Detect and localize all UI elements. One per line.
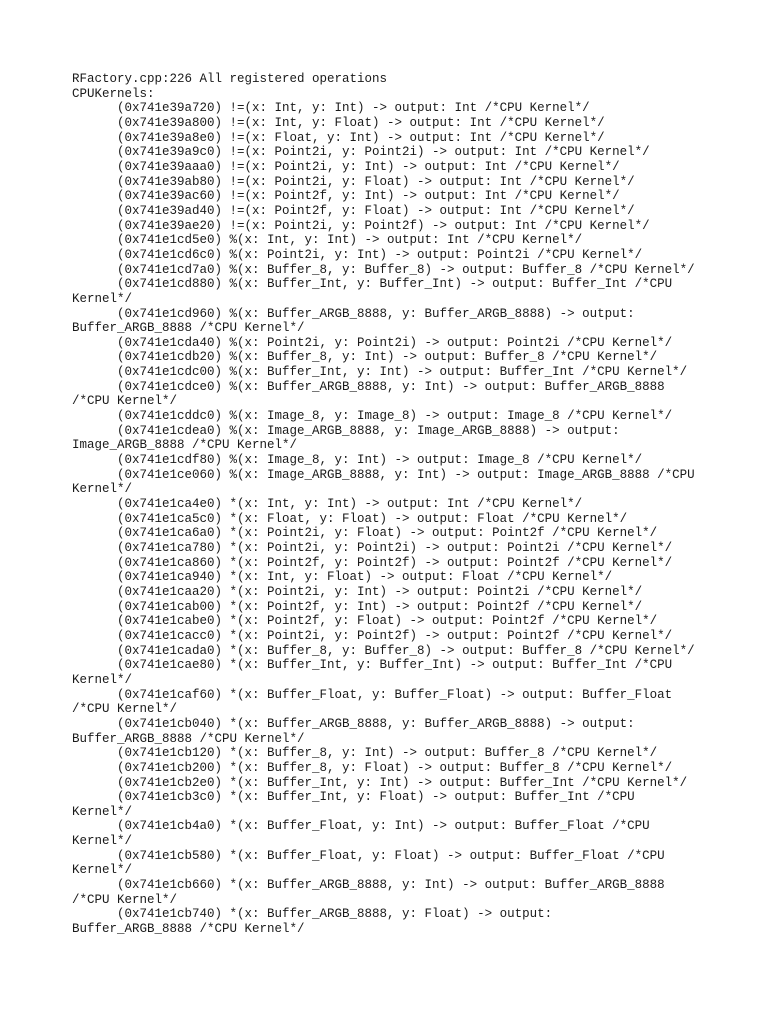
operation-line: (0x741e1cd7a0) %(x: Buffer_8, y: Buffer_8) -> output: Buffer_8 /*CPU Kernel*/ — [72, 262, 695, 277]
operation-entry — [72, 336, 696, 351]
operation-line: (0x741e1cdc00) %(x: Buffer_Int, y: Int) -> output: Buffer_Int /*CPU Kernel*/ — [72, 365, 688, 380]
operation-entry — [72, 556, 696, 571]
operation-entry — [72, 189, 696, 204]
operation-line: (0x741e1ca860) *(x: Point2f, y: Point2f) -> output: Point2f /*CPU Kernel*/ — [72, 555, 673, 570]
operation-entry — [72, 116, 696, 131]
operation-line-continuation: Kernel*/ — [72, 863, 133, 878]
operation-entry — [72, 629, 696, 644]
operation-entry — [72, 233, 696, 248]
operation-entry — [72, 570, 696, 585]
operation-entry — [72, 204, 696, 219]
operation-entry — [72, 468, 696, 497]
operation-list — [72, 101, 696, 936]
operation-entry — [72, 497, 696, 512]
operation-line: (0x741e1cd6c0) %(x: Point2i, y: Int) -> output: Point2i /*CPU Kernel*/ — [72, 247, 643, 262]
operation-entry — [72, 263, 696, 278]
operation-entry — [72, 849, 696, 878]
operation-line: (0x741e1cdf80) %(x: Image_8, y: Int) -> output: Image_8 /*CPU Kernel*/ — [72, 453, 643, 468]
operation-line: (0x741e1caf60) *(x: Buffer_Float, y: Buffer_Float) -> output: Buffer_Float — [72, 687, 673, 702]
operation-line-continuation: Buffer_ARGB_8888 /*CPU Kernel*/ — [72, 731, 305, 746]
operation-entry — [72, 131, 696, 146]
operation-line: (0x741e1cab00) *(x: Point2f, y: Int) -> output: Point2f /*CPU Kernel*/ — [72, 599, 643, 614]
operation-entry — [72, 541, 696, 556]
operation-line-continuation: Kernel*/ — [72, 834, 133, 849]
operation-line: (0x741e39ad40) !=(x: Point2f, y: Float) -> output: Int /*CPU Kernel*/ — [72, 203, 635, 218]
operation-line: (0x741e1cae80) *(x: Buffer_Int, y: Buffer_Int) -> output: Buffer_Int /*CPU — [72, 658, 673, 673]
operation-entry — [72, 776, 696, 791]
operation-line-continuation: /*CPU Kernel*/ — [72, 892, 178, 907]
operation-line: (0x741e1ca780) *(x: Point2i, y: Point2i) -> output: Point2i /*CPU Kernel*/ — [72, 541, 673, 555]
operation-line-continuation: /*CPU Kernel*/ — [72, 394, 178, 409]
operation-entry — [72, 907, 696, 936]
operation-entry — [72, 350, 696, 365]
operation-line-continuation: Kernel*/ — [72, 291, 133, 306]
operation-entry — [72, 160, 696, 175]
operation-entry — [72, 512, 696, 527]
section-title: CPUKernels: — [72, 86, 155, 101]
operation-line: (0x741e1cb660) *(x: Buffer_ARGB_8888, y: Int) -> output: Buffer_ARGB_8888 — [72, 878, 665, 893]
operation-line: (0x741e1ca4e0) *(x: Int, y: Int) -> output: Int /*CPU Kernel*/ — [72, 497, 583, 512]
operation-line: (0x741e1cb3c0) *(x: Buffer_Int, y: Float) -> output: Buffer_Int /*CPU — [72, 790, 635, 805]
operation-entry — [72, 175, 696, 190]
operation-line: (0x741e1cb580) *(x: Buffer_Float, y: Float) -> output: Buffer_Float /*CPU — [72, 848, 665, 863]
operation-line: (0x741e1cdea0) %(x: Image_ARGB_8888, y: Image_ARGB_8888) -> output: — [72, 423, 620, 438]
operation-line-continuation: Kernel*/ — [72, 672, 133, 687]
operation-entry — [72, 380, 696, 409]
operation-entry — [72, 614, 696, 629]
operation-entry — [72, 600, 696, 615]
operation-entry — [72, 277, 696, 306]
operation-line-continuation: Buffer_ARGB_8888 /*CPU Kernel*/ — [72, 321, 305, 336]
operation-line: (0x741e1ca940) *(x: Int, y: Float) -> output: Float /*CPU Kernel*/ — [72, 570, 613, 585]
operation-entry — [72, 746, 696, 761]
operation-entry — [72, 761, 696, 776]
operation-line: (0x741e39a800) !=(x: Int, y: Float) -> output: Int /*CPU Kernel*/ — [72, 115, 605, 130]
operation-line: (0x741e1cabe0) *(x: Point2f, y: Float) -> output: Point2f /*CPU Kernel*/ — [72, 614, 658, 629]
operation-line: (0x741e1cd5e0) %(x: Int, y: Int) -> output: Int /*CPU Kernel*/ — [72, 233, 583, 248]
operation-entry — [72, 365, 696, 380]
operation-line: (0x741e1cb2e0) *(x: Buffer_Int, y: Int) -> output: Buffer_Int /*CPU Kernel*/ — [72, 775, 688, 790]
operation-entry — [72, 307, 696, 336]
operation-entry — [72, 219, 696, 234]
operation-line: (0x741e39a8e0) !=(x: Float, y: Int) -> output: Int /*CPU Kernel*/ — [72, 130, 605, 145]
operation-line: (0x741e39ab80) !=(x: Point2i, y: Float) -> output: Int /*CPU Kernel*/ — [72, 174, 635, 189]
log-header: RFactory.cpp:226 All registered operations — [72, 72, 388, 86]
operation-line: (0x741e1cd960) %(x: Buffer_ARGB_8888, y: Buffer_ARGB_8888) -> output: — [72, 306, 635, 321]
operation-line-continuation: Buffer_ARGB_8888 /*CPU Kernel*/ — [72, 922, 305, 937]
operation-line: (0x741e1ca6a0) *(x: Point2i, y: Float) -> output: Point2f /*CPU Kernel*/ — [72, 526, 658, 541]
operation-entry — [72, 453, 696, 468]
operation-line: (0x741e1cada0) *(x: Buffer_8, y: Buffer_8) -> output: Buffer_8 /*CPU Kernel*/ — [72, 643, 695, 658]
operation-line: (0x741e1cb040) *(x: Buffer_ARGB_8888, y: Buffer_ARGB_8888) -> output: — [72, 716, 635, 731]
operation-entry — [72, 878, 696, 907]
operation-line-continuation: Image_ARGB_8888 /*CPU Kernel*/ — [72, 438, 298, 453]
operation-line: (0x741e1cdb20) %(x: Buffer_8, y: Int) -> output: Buffer_8 /*CPU Kernel*/ — [72, 350, 658, 365]
operation-line-continuation: /*CPU Kernel*/ — [72, 702, 178, 717]
operation-line: (0x741e1cddc0) %(x: Image_8, y: Image_8) -> output: Image_8 /*CPU Kernel*/ — [72, 409, 673, 424]
operation-line: (0x741e39ac60) !=(x: Point2f, y: Int) -> output: Int /*CPU Kernel*/ — [72, 189, 620, 204]
operation-entry — [72, 585, 696, 600]
operation-line: (0x741e1cb120) *(x: Buffer_8, y: Int) -> output: Buffer_8 /*CPU Kernel*/ — [72, 746, 658, 761]
operation-entry — [72, 644, 696, 659]
operation-line-continuation: Kernel*/ — [72, 482, 133, 497]
operation-line: (0x741e39a9c0) !=(x: Point2i, y: Point2i) -> output: Int /*CPU Kernel*/ — [72, 145, 650, 160]
operation-entry — [72, 658, 696, 687]
operation-line: (0x741e1cb4a0) *(x: Buffer_Float, y: Int) -> output: Buffer_Float /*CPU — [72, 819, 650, 834]
operation-line: (0x741e1ce060) %(x: Image_ARGB_8888, y: Int) -> output: Image_ARGB_8888 /*CPU — [72, 467, 695, 482]
operation-line: (0x741e1cb200) *(x: Buffer_8, y: Float) -> output: Buffer_8 /*CPU Kernel*/ — [72, 760, 673, 775]
operation-line: (0x741e1cb740) *(x: Buffer_ARGB_8888, y: Float) -> output: — [72, 907, 553, 922]
operation-entry — [72, 248, 696, 263]
operation-line: (0x741e1ca5c0) *(x: Float, y: Float) -> output: Float /*CPU Kernel*/ — [72, 511, 628, 526]
operation-entry — [72, 717, 696, 746]
operation-entry — [72, 101, 696, 116]
operation-entry — [72, 688, 696, 717]
operation-line: (0x741e39ae20) !=(x: Point2i, y: Point2f) -> output: Int /*CPU Kernel*/ — [72, 218, 650, 233]
operation-line: (0x741e1cd880) %(x: Buffer_Int, y: Buffer_Int) -> output: Buffer_Int /*CPU — [72, 277, 673, 292]
operation-entry — [72, 526, 696, 541]
operation-entry — [72, 819, 696, 848]
operation-entry — [72, 424, 696, 453]
operation-entry — [72, 790, 696, 819]
operation-entry — [72, 409, 696, 424]
operation-line: (0x741e1cda40) %(x: Point2i, y: Point2i) -> output: Point2i /*CPU Kernel*/ — [72, 335, 673, 350]
operation-entry — [72, 145, 696, 160]
operation-line: (0x741e1cacc0) *(x: Point2i, y: Point2f) -> output: Point2f /*CPU Kernel*/ — [72, 628, 673, 643]
operation-line: (0x741e1cdce0) %(x: Buffer_ARGB_8888, y: Int) -> output: Buffer_ARGB_8888 — [72, 379, 665, 394]
operation-line: (0x741e1caa20) *(x: Point2i, y: Int) -> output: Point2i /*CPU Kernel*/ — [72, 584, 643, 599]
operation-line: (0x741e39aaa0) !=(x: Point2i, y: Int) -> output: Int /*CPU Kernel*/ — [72, 159, 620, 174]
operation-line: (0x741e39a720) !=(x: Int, y: Int) -> output: Int /*CPU Kernel*/ — [72, 101, 590, 116]
document-page — [72, 72, 696, 937]
operation-line-continuation: Kernel*/ — [72, 804, 133, 819]
